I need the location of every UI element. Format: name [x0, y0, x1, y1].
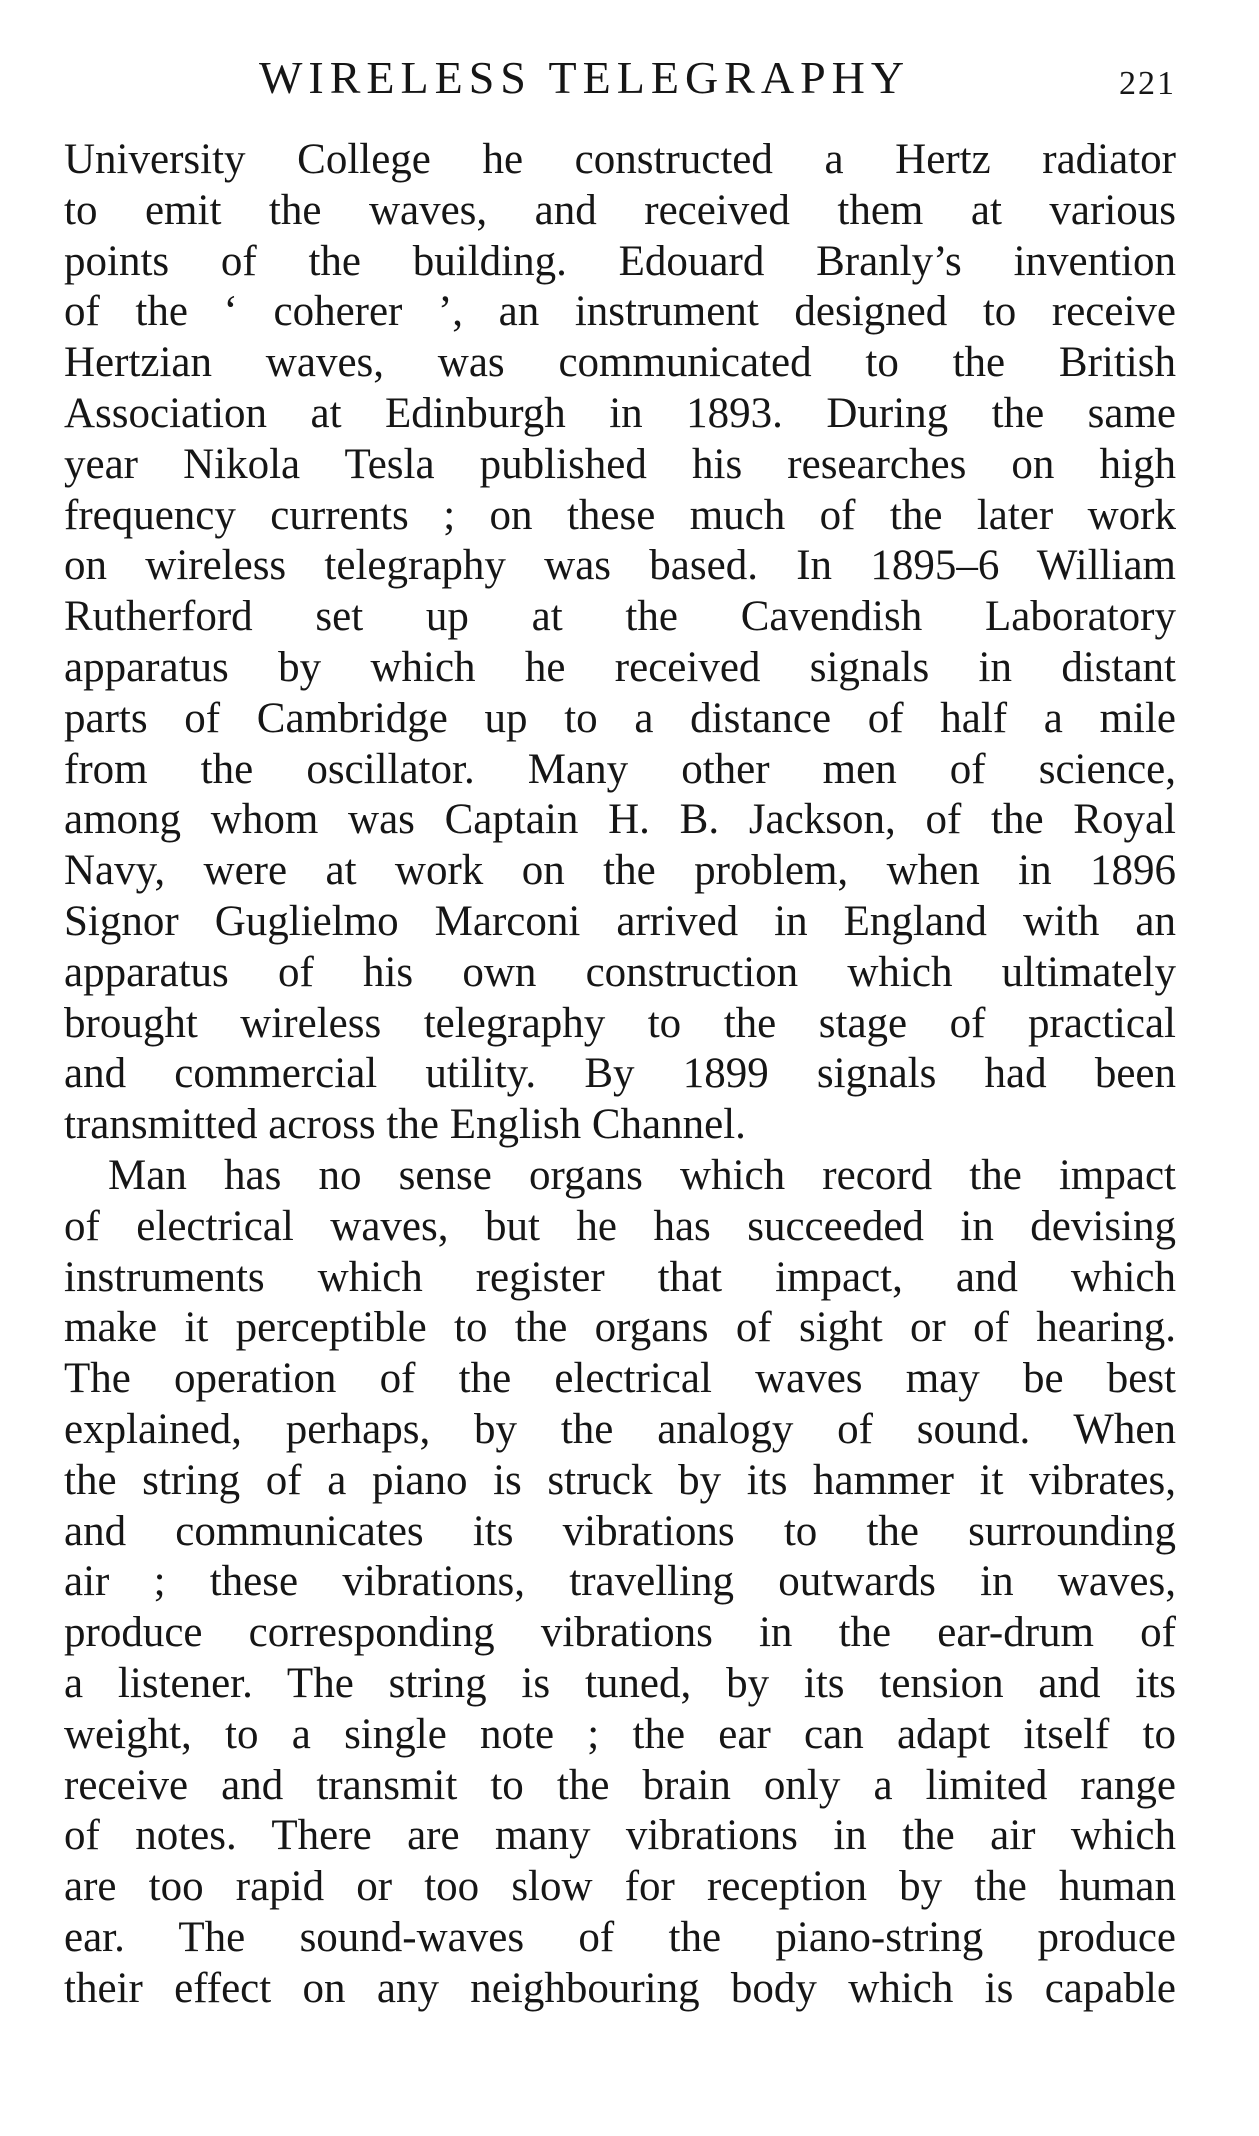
- text-line: from the oscillator. Many other men of science,: [64, 745, 1176, 793]
- text-line: weight, to a single note ; the ear can adapt itself to: [64, 1710, 1176, 1758]
- text-line: air ; these vibrations, travelling outwards in waves,: [64, 1558, 1176, 1606]
- text-line: of electrical waves, but he has succeeded in devising: [64, 1202, 1176, 1250]
- text-line: points of the building. Edouard Branly’s invention: [64, 237, 1176, 285]
- text-line: Association at Edinburgh in 1893. During the same: [64, 389, 1176, 437]
- text-line: receive and transmit to the brain only a limited range: [64, 1761, 1176, 1809]
- text-line: of notes. There are many vibrations in the air which: [64, 1812, 1176, 1860]
- text-line: parts of Cambridge up to a distance of half a mile: [64, 694, 1176, 742]
- running-head: [64, 48, 1176, 108]
- page-number: 221: [1119, 65, 1176, 102]
- text-line: Man has no sense organs which record the impact: [108, 1151, 1176, 1199]
- running-title: WIRELESS TELEGRAPHY: [259, 52, 911, 103]
- text-line: University College he constructed a Hertz radiator: [64, 136, 1176, 183]
- text-line: are too rapid or too slow for reception by the human: [64, 1863, 1176, 1911]
- text-line: The operation of the electrical waves may be best: [64, 1355, 1176, 1403]
- text-line: explained, perhaps, by the analogy of sound. When: [64, 1405, 1176, 1453]
- text-line: transmitted across the English Channel.: [64, 1101, 746, 1149]
- text-line: and communicates its vibrations to the surrounding: [64, 1507, 1176, 1555]
- text-line: ear. The sound-waves of the piano-string produce: [64, 1913, 1176, 1961]
- paragraph-1: [64, 135, 1176, 1151]
- text-line: frequency currents ; on these much of the later work: [64, 491, 1176, 539]
- text-line: of the ‘ coherer ’, an instrument designed to receive: [64, 288, 1176, 336]
- text-line: among whom was Captain H. B. Jackson, of the Royal: [64, 796, 1176, 844]
- text-line: their effect on any neighbouring body which is capable: [64, 1964, 1176, 2012]
- text-line: Signor Guglielmo Marconi arrived in England with an: [64, 897, 1176, 945]
- text-line: Hertzian waves, was communicated to the British: [64, 339, 1176, 387]
- body-text: [64, 135, 1176, 2014]
- text-line: the string of a piano is struck by its hammer it vibrates,: [64, 1456, 1176, 1504]
- text-line: make it perceptible to the organs of sight or of hearing.: [64, 1304, 1176, 1352]
- text-line: to emit the waves, and received them at various: [64, 186, 1176, 234]
- text-line: and commercial utility. By 1899 signals had been: [64, 1050, 1176, 1098]
- text-line: apparatus by which he received signals in distant: [64, 643, 1176, 691]
- paragraph-2: [64, 1151, 1176, 2015]
- text-line: a listener. The string is tuned, by its tension and its: [64, 1659, 1176, 1707]
- text-line: produce corresponding vibrations in the ear-drum of: [64, 1609, 1176, 1657]
- text-line: brought wireless telegraphy to the stage of practical: [64, 999, 1176, 1047]
- text-line: year Nikola Tesla published his researches on high: [64, 440, 1176, 488]
- text-line: apparatus of his own construction which ultimately: [64, 948, 1176, 996]
- text-line: Navy, were at work on the problem, when in 1896: [64, 847, 1176, 895]
- text-line: on wireless telegraphy was based. In 1895–6 William: [64, 542, 1176, 590]
- text-line: instruments which register that impact, and which: [64, 1253, 1176, 1301]
- text-line: Rutherford set up at the Cavendish Laboratory: [64, 593, 1176, 641]
